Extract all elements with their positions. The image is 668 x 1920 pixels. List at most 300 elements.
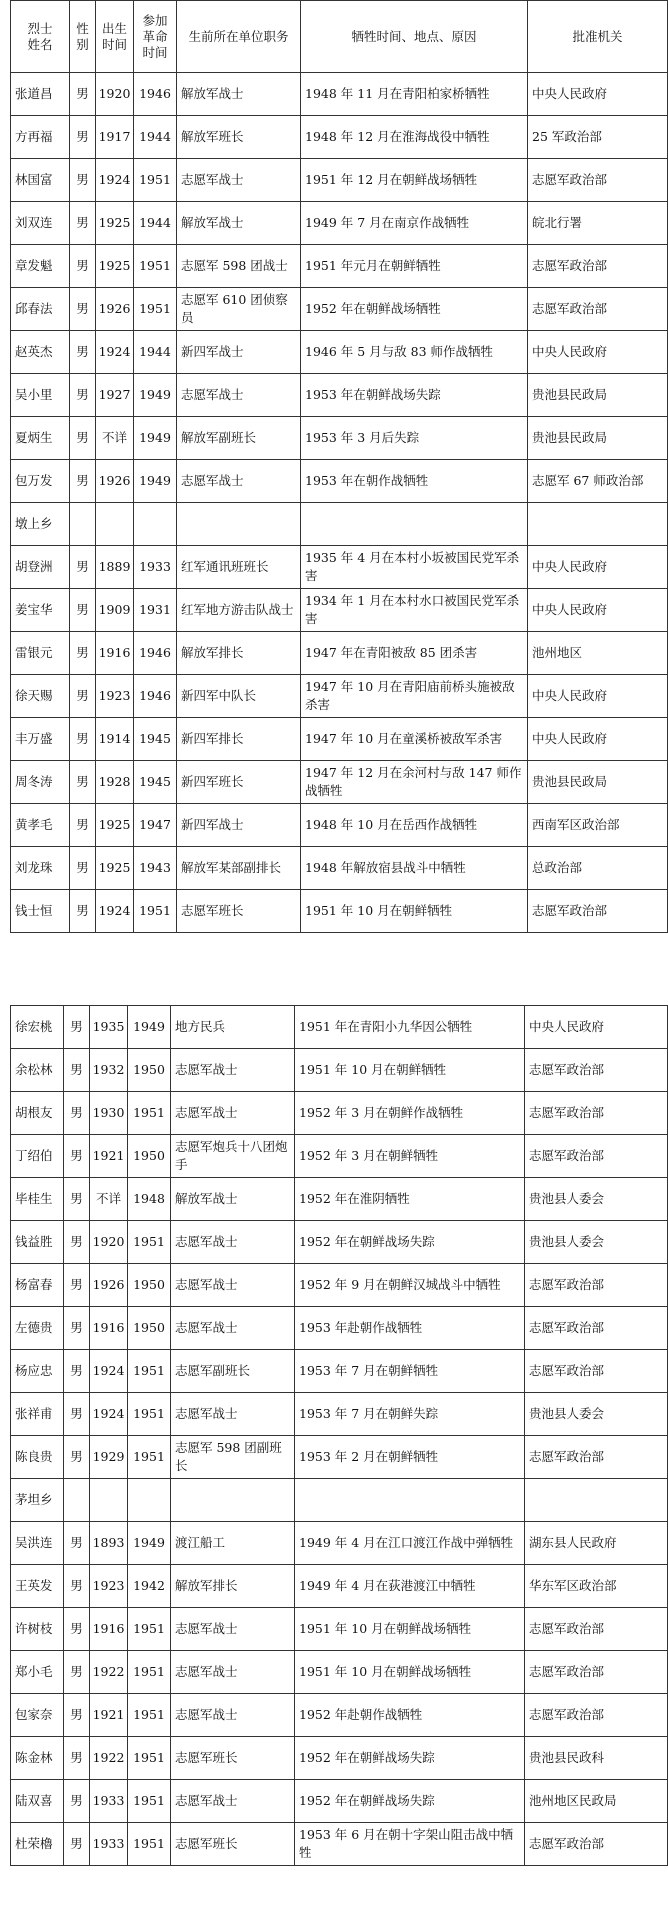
approver-cell: 贵池县民政局	[528, 374, 668, 417]
name-cell: 包万发	[11, 460, 70, 503]
birth-cell: 1924	[90, 1393, 128, 1436]
table-row	[11, 1006, 668, 1049]
post-cell: 新四军排长	[177, 718, 301, 761]
post-cell: 志愿军战士	[171, 1264, 295, 1307]
approver-cell: 志愿军政治部	[528, 890, 668, 933]
post-cell: 渡江船工	[171, 1522, 295, 1565]
death-cell: 1951 年 10 月在朝鲜牺牲	[295, 1049, 525, 1092]
gender-cell: 男	[64, 1522, 90, 1565]
name-cell: 杨富春	[11, 1264, 64, 1307]
approver-cell: 中央人民政府	[528, 718, 668, 761]
death-cell: 1952 年在朝鲜战场失踪	[295, 1737, 525, 1780]
birth-cell: 1925	[96, 847, 134, 890]
death-cell: 1947 年 12 月在余河村与敌 147 师作战牺牲	[301, 761, 528, 804]
approver-cell: 志愿军政治部	[525, 1307, 668, 1350]
table-row	[11, 718, 668, 761]
gender-cell: 男	[64, 1092, 90, 1135]
join-cell: 1943	[134, 847, 177, 890]
post-cell: 志愿军战士	[171, 1393, 295, 1436]
death-cell: 1953 年 7 月在朝鲜失踪	[295, 1393, 525, 1436]
approver-cell: 志愿军政治部	[528, 288, 668, 331]
gender-cell: 男	[70, 804, 96, 847]
death-cell: 1948 年 10 月在岳西作战牺牲	[301, 804, 528, 847]
name-cell: 张道昌	[11, 73, 70, 116]
gender-cell: 男	[70, 116, 96, 159]
join-cell: 1951	[128, 1694, 171, 1737]
post-cell: 志愿军战士	[171, 1651, 295, 1694]
gender-cell: 男	[70, 761, 96, 804]
name-cell: 雷银元	[11, 632, 70, 675]
birth-cell: 1923	[90, 1565, 128, 1608]
gender-cell: 男	[70, 460, 96, 503]
post-cell: 志愿军 598 团副班长	[171, 1436, 295, 1479]
approver-cell: 志愿军政治部	[528, 245, 668, 288]
martyrs-table-part1	[10, 0, 668, 933]
join-cell: 1951	[128, 1221, 171, 1264]
death-cell: 1948 年解放宿县战斗中牺牲	[301, 847, 528, 890]
name-cell: 陈金林	[11, 1737, 64, 1780]
name-cell: 夏炳生	[11, 417, 70, 460]
gender-cell: 男	[64, 1393, 90, 1436]
post-cell: 志愿军副班长	[171, 1350, 295, 1393]
table-row	[11, 1823, 668, 1866]
gender-cell: 男	[64, 1565, 90, 1608]
birth-cell: 1925	[96, 202, 134, 245]
death-cell: 1947 年 10 月在青阳庙前桥头施被敌杀害	[301, 675, 528, 718]
approver-cell: 25 军政治部	[528, 116, 668, 159]
birth-cell: 1893	[90, 1522, 128, 1565]
approver-cell: 中央人民政府	[525, 1006, 668, 1049]
join-cell: 1951	[128, 1651, 171, 1694]
death-cell: 1935 年 4 月在本村小坂被国民党军杀害	[301, 546, 528, 589]
section-row	[11, 1479, 668, 1522]
join-cell: 1951	[128, 1737, 171, 1780]
empty-cell	[90, 1479, 128, 1522]
empty-cell	[70, 503, 96, 546]
gender-cell: 男	[70, 546, 96, 589]
post-cell: 志愿军战士	[171, 1221, 295, 1264]
section-label: 茅坦乡	[11, 1479, 64, 1522]
name-cell: 徐宏桃	[11, 1006, 64, 1049]
header-gender: 性 别	[70, 1, 96, 73]
approver-cell: 志愿军政治部	[525, 1651, 668, 1694]
join-cell: 1949	[134, 417, 177, 460]
gender-cell: 男	[64, 1221, 90, 1264]
approver-cell: 志愿军政治部	[528, 159, 668, 202]
martyrs-table-part2	[10, 1005, 668, 1866]
birth-cell: 1924	[96, 159, 134, 202]
birth-cell: 1921	[90, 1135, 128, 1178]
death-cell: 1952 年在朝鲜战场失踪	[295, 1780, 525, 1823]
table-row	[11, 1694, 668, 1737]
gender-cell: 男	[70, 632, 96, 675]
name-cell: 王英发	[11, 1565, 64, 1608]
gender-cell: 男	[70, 589, 96, 632]
post-cell: 志愿军班长	[177, 890, 301, 933]
header-join: 参加 革命 时间	[134, 1, 177, 73]
gender-cell: 男	[64, 1264, 90, 1307]
gender-cell: 男	[64, 1608, 90, 1651]
join-cell: 1946	[134, 73, 177, 116]
post-cell: 志愿军战士	[171, 1780, 295, 1823]
name-cell: 林国富	[11, 159, 70, 202]
post-cell: 志愿军班长	[171, 1823, 295, 1866]
join-cell: 1945	[134, 718, 177, 761]
name-cell: 胡登洲	[11, 546, 70, 589]
table-row	[11, 374, 668, 417]
post-cell: 志愿军炮兵十八团炮手	[171, 1135, 295, 1178]
table-row	[11, 1092, 668, 1135]
gender-cell: 男	[70, 159, 96, 202]
gender-cell: 男	[64, 1049, 90, 1092]
birth-cell: 1926	[96, 288, 134, 331]
death-cell: 1952 年在朝鲜战场失踪	[295, 1221, 525, 1264]
approver-cell: 中央人民政府	[528, 546, 668, 589]
birth-cell: 不详	[90, 1178, 128, 1221]
gender-cell: 男	[70, 718, 96, 761]
death-cell: 1953 年 7 月在朝鲜牺牲	[295, 1350, 525, 1393]
join-cell: 1951	[134, 288, 177, 331]
approver-cell: 志愿军政治部	[525, 1694, 668, 1737]
gender-cell: 男	[64, 1178, 90, 1221]
death-cell: 1952 年在朝鲜战场牺牲	[301, 288, 528, 331]
post-cell: 解放军战士	[171, 1178, 295, 1221]
birth-cell: 1909	[96, 589, 134, 632]
name-cell: 郑小毛	[11, 1651, 64, 1694]
gender-cell: 男	[70, 675, 96, 718]
join-cell: 1944	[134, 116, 177, 159]
post-cell: 新四军班长	[177, 761, 301, 804]
name-cell: 吴小里	[11, 374, 70, 417]
post-cell: 志愿军战士	[171, 1092, 295, 1135]
join-cell: 1951	[128, 1780, 171, 1823]
table-header-row	[11, 1, 668, 73]
post-cell: 志愿军战士	[177, 159, 301, 202]
birth-cell: 1916	[96, 632, 134, 675]
gender-cell: 男	[64, 1307, 90, 1350]
name-cell: 许树枝	[11, 1608, 64, 1651]
table-row	[11, 1780, 668, 1823]
approver-cell: 志愿军政治部	[525, 1264, 668, 1307]
birth-cell: 1932	[90, 1049, 128, 1092]
gender-cell: 男	[64, 1350, 90, 1393]
header-birth: 出生 时间	[96, 1, 134, 73]
approver-cell: 贵池县人委会	[525, 1393, 668, 1436]
approver-cell: 志愿军政治部	[525, 1092, 668, 1135]
approver-cell: 志愿军政治部	[525, 1823, 668, 1866]
death-cell: 1946 年 5 月与敌 83 师作战牺牲	[301, 331, 528, 374]
join-cell: 1946	[134, 675, 177, 718]
death-cell: 1951 年元月在朝鲜牺牲	[301, 245, 528, 288]
birth-cell: 1916	[90, 1307, 128, 1350]
name-cell: 徐天赐	[11, 675, 70, 718]
approver-cell: 志愿军政治部	[525, 1135, 668, 1178]
approver-cell: 中央人民政府	[528, 589, 668, 632]
name-cell: 赵英杰	[11, 331, 70, 374]
death-cell: 1952 年 9 月在朝鲜汉城战斗中牺牲	[295, 1264, 525, 1307]
gender-cell: 男	[70, 374, 96, 417]
table-row	[11, 1522, 668, 1565]
table-row	[11, 1264, 668, 1307]
name-cell: 余松林	[11, 1049, 64, 1092]
table-row	[11, 159, 668, 202]
name-cell: 姜宝华	[11, 589, 70, 632]
join-cell: 1942	[128, 1565, 171, 1608]
table-row	[11, 202, 668, 245]
empty-cell	[64, 1479, 90, 1522]
gender-cell: 男	[70, 245, 96, 288]
birth-cell: 1924	[96, 331, 134, 374]
empty-cell	[528, 503, 668, 546]
death-cell: 1951 年 12 月在朝鲜战场牺牲	[301, 159, 528, 202]
death-cell: 1948 年 12 月在淮海战役中牺牲	[301, 116, 528, 159]
name-cell: 吴洪连	[11, 1522, 64, 1565]
gender-cell: 男	[64, 1006, 90, 1049]
join-cell: 1949	[134, 374, 177, 417]
birth-cell: 1928	[96, 761, 134, 804]
join-cell: 1950	[128, 1264, 171, 1307]
death-cell: 1952 年在淮阴牺牲	[295, 1178, 525, 1221]
name-cell: 胡根友	[11, 1092, 64, 1135]
post-cell: 志愿军班长	[171, 1737, 295, 1780]
name-cell: 方再福	[11, 116, 70, 159]
table-row	[11, 546, 668, 589]
table-row	[11, 804, 668, 847]
table-row	[11, 460, 668, 503]
empty-cell	[134, 503, 177, 546]
post-cell: 解放军副班长	[177, 417, 301, 460]
join-cell: 1951	[134, 245, 177, 288]
post-cell: 红军通讯班班长	[177, 546, 301, 589]
join-cell: 1951	[134, 890, 177, 933]
table-row	[11, 116, 668, 159]
birth-cell: 1924	[96, 890, 134, 933]
join-cell: 1951	[128, 1823, 171, 1866]
gender-cell: 男	[64, 1737, 90, 1780]
header-death: 牺牲时间、地点、原因	[301, 1, 528, 73]
name-cell: 左德贵	[11, 1307, 64, 1350]
death-cell: 1953 年在朝鲜战场失踪	[301, 374, 528, 417]
post-cell: 解放军班长	[177, 116, 301, 159]
approver-cell: 志愿军政治部	[525, 1608, 668, 1651]
birth-cell: 1920	[96, 73, 134, 116]
join-cell: 1945	[134, 761, 177, 804]
join-cell: 1947	[134, 804, 177, 847]
table-row	[11, 417, 668, 460]
table-row	[11, 1178, 668, 1221]
gender-cell: 男	[70, 73, 96, 116]
birth-cell: 1927	[96, 374, 134, 417]
death-cell: 1953 年 2 月在朝鲜牺牲	[295, 1436, 525, 1479]
gender-cell: 男	[64, 1823, 90, 1866]
death-cell: 1953 年 3 月后失踪	[301, 417, 528, 460]
empty-cell	[177, 503, 301, 546]
name-cell: 邱春法	[11, 288, 70, 331]
approver-cell: 志愿军 67 师政治部	[528, 460, 668, 503]
approver-cell: 中央人民政府	[528, 73, 668, 116]
death-cell: 1953 年 6 月在朝十字架山阻击战中牺牲	[295, 1823, 525, 1866]
approver-cell: 湖东县人民政府	[525, 1522, 668, 1565]
table-row	[11, 1049, 668, 1092]
section-row	[11, 503, 668, 546]
table-row	[11, 331, 668, 374]
join-cell: 1951	[128, 1436, 171, 1479]
name-cell: 陈良贵	[11, 1436, 64, 1479]
name-cell: 张祥甫	[11, 1393, 64, 1436]
birth-cell: 1926	[96, 460, 134, 503]
table-row	[11, 288, 668, 331]
join-cell: 1949	[128, 1006, 171, 1049]
birth-cell: 不详	[96, 417, 134, 460]
approver-cell: 贵池县人委会	[525, 1221, 668, 1264]
gender-cell: 男	[70, 288, 96, 331]
name-cell: 钱益胜	[11, 1221, 64, 1264]
post-cell: 解放军战士	[177, 202, 301, 245]
join-cell: 1931	[134, 589, 177, 632]
section-label: 墩上乡	[11, 503, 70, 546]
header-name: 烈士 姓名	[11, 1, 70, 73]
join-cell: 1951	[134, 159, 177, 202]
death-cell: 1952 年 3 月在朝鲜牺牲	[295, 1135, 525, 1178]
table-row	[11, 1221, 668, 1264]
post-cell: 新四军战士	[177, 804, 301, 847]
post-cell: 志愿军 610 团侦察员	[177, 288, 301, 331]
birth-cell: 1921	[90, 1694, 128, 1737]
death-cell: 1952 年赴朝作战牺牲	[295, 1694, 525, 1737]
post-cell: 解放军排长	[171, 1565, 295, 1608]
approver-cell: 贵池县人委会	[525, 1178, 668, 1221]
approver-cell: 贵池县民政局	[528, 761, 668, 804]
birth-cell: 1889	[96, 546, 134, 589]
header-post: 生前所在单位职务	[177, 1, 301, 73]
approver-cell: 中央人民政府	[528, 331, 668, 374]
gender-cell: 男	[64, 1135, 90, 1178]
join-cell: 1948	[128, 1178, 171, 1221]
death-cell: 1934 年 1 月在本村水口被国民党军杀害	[301, 589, 528, 632]
approver-cell: 贵池县民政局	[528, 417, 668, 460]
join-cell: 1951	[128, 1608, 171, 1651]
name-cell: 毕桂生	[11, 1178, 64, 1221]
death-cell: 1949 年 4 月在江口渡江作战中弹牺牲	[295, 1522, 525, 1565]
gender-cell: 男	[64, 1436, 90, 1479]
table-row	[11, 675, 668, 718]
table-row	[11, 1565, 668, 1608]
gender-cell: 男	[70, 417, 96, 460]
gender-cell: 男	[64, 1694, 90, 1737]
empty-cell	[128, 1479, 171, 1522]
birth-cell: 1929	[90, 1436, 128, 1479]
death-cell: 1948 年 11 月在青阳柏家桥牺牲	[301, 73, 528, 116]
death-cell: 1951 年 10 月在朝鲜牺牲	[301, 890, 528, 933]
header-approver: 批准机关	[528, 1, 668, 73]
join-cell: 1950	[128, 1049, 171, 1092]
birth-cell: 1917	[96, 116, 134, 159]
join-cell: 1950	[128, 1307, 171, 1350]
table-row	[11, 1307, 668, 1350]
death-cell: 1953 年赴朝作战牺牲	[295, 1307, 525, 1350]
table-row	[11, 1608, 668, 1651]
death-cell: 1947 年在青阳被敌 85 团杀害	[301, 632, 528, 675]
post-cell: 新四军中队长	[177, 675, 301, 718]
name-cell: 杨应忠	[11, 1350, 64, 1393]
approver-cell: 贵池县民政科	[525, 1737, 668, 1780]
name-cell: 丁绍伯	[11, 1135, 64, 1178]
join-cell: 1944	[134, 331, 177, 374]
death-cell: 1951 年在青阳小九华因公牺牲	[295, 1006, 525, 1049]
join-cell: 1950	[128, 1135, 171, 1178]
birth-cell: 1925	[96, 804, 134, 847]
gender-cell: 男	[64, 1780, 90, 1823]
empty-cell	[301, 503, 528, 546]
death-cell: 1949 年 7 月在南京作战牺牲	[301, 202, 528, 245]
name-cell: 包家奈	[11, 1694, 64, 1737]
post-cell: 志愿军战士	[171, 1307, 295, 1350]
join-cell: 1951	[128, 1092, 171, 1135]
table-row	[11, 1651, 668, 1694]
approver-cell: 华东军区政治部	[525, 1565, 668, 1608]
table-row	[11, 1737, 668, 1780]
gender-cell: 男	[70, 202, 96, 245]
birth-cell: 1922	[90, 1651, 128, 1694]
empty-cell	[525, 1479, 668, 1522]
table-row	[11, 1436, 668, 1479]
name-cell: 杜荣櫓	[11, 1823, 64, 1866]
empty-cell	[96, 503, 134, 546]
name-cell: 章发魁	[11, 245, 70, 288]
gender-cell: 男	[70, 847, 96, 890]
join-cell: 1951	[128, 1393, 171, 1436]
post-cell: 地方民兵	[171, 1006, 295, 1049]
approver-cell: 池州地区	[528, 632, 668, 675]
table-row	[11, 589, 668, 632]
approver-cell: 池州地区民政局	[525, 1780, 668, 1823]
approver-cell: 志愿军政治部	[525, 1049, 668, 1092]
post-cell: 红军地方游击队战士	[177, 589, 301, 632]
name-cell: 黄孝毛	[11, 804, 70, 847]
post-cell: 解放军某部副排长	[177, 847, 301, 890]
approver-cell: 志愿军政治部	[525, 1350, 668, 1393]
birth-cell: 1914	[96, 718, 134, 761]
death-cell: 1949 年 4 月在荻港渡江中牺牲	[295, 1565, 525, 1608]
name-cell: 周冬涛	[11, 761, 70, 804]
table-row	[11, 632, 668, 675]
approver-cell: 皖北行署	[528, 202, 668, 245]
post-cell: 志愿军战士	[177, 460, 301, 503]
birth-cell: 1925	[96, 245, 134, 288]
approver-cell: 西南军区政治部	[528, 804, 668, 847]
birth-cell: 1935	[90, 1006, 128, 1049]
death-cell: 1951 年 10 月在朝鲜战场牺牲	[295, 1651, 525, 1694]
join-cell: 1949	[134, 460, 177, 503]
death-cell: 1951 年 10 月在朝鲜战场牺牲	[295, 1608, 525, 1651]
join-cell: 1946	[134, 632, 177, 675]
join-cell: 1933	[134, 546, 177, 589]
post-cell: 解放军战士	[177, 73, 301, 116]
table-row	[11, 847, 668, 890]
birth-cell: 1933	[90, 1780, 128, 1823]
birth-cell: 1916	[90, 1608, 128, 1651]
empty-cell	[171, 1479, 295, 1522]
birth-cell: 1933	[90, 1823, 128, 1866]
empty-cell	[295, 1479, 525, 1522]
name-cell: 钱士恒	[11, 890, 70, 933]
birth-cell: 1930	[90, 1092, 128, 1135]
join-cell: 1944	[134, 202, 177, 245]
table-row	[11, 245, 668, 288]
post-cell: 志愿军 598 团战士	[177, 245, 301, 288]
name-cell: 刘双连	[11, 202, 70, 245]
post-cell: 新四军战士	[177, 331, 301, 374]
